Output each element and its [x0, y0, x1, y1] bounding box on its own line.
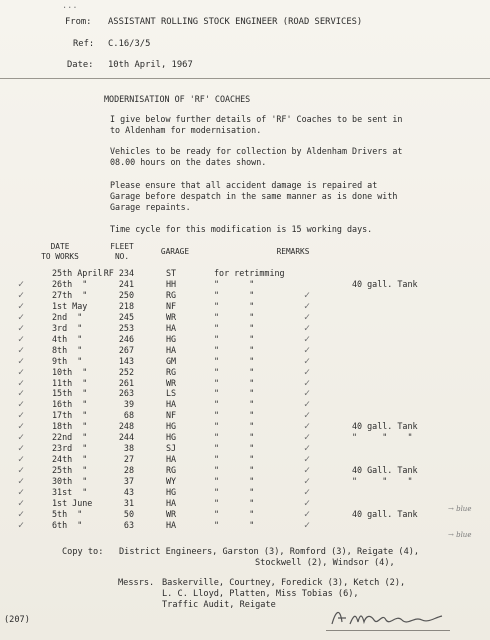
row-date: 15th " — [52, 388, 88, 399]
check-mark-icon: ✓ — [18, 421, 25, 433]
copy-to-line-2: Stockwell (2), Windsor (4), — [255, 558, 395, 568]
header-garage: GARAGE — [160, 247, 190, 256]
row-fleet-no: 241 — [118, 278, 134, 289]
row-remarks: " " — [214, 508, 255, 519]
row-remarks: " " — [214, 355, 255, 366]
row-fleet-no: 253 — [118, 322, 134, 333]
row-fleet-no: 39 — [123, 399, 134, 410]
row-fleet-no: 31 — [123, 497, 134, 508]
row-garage: WY — [166, 476, 177, 487]
row-fleet-no: 28 — [123, 465, 134, 476]
row-date: 4th " — [52, 333, 83, 344]
check-mark-icon: ✓ — [304, 388, 311, 400]
row-date: 10th " — [52, 366, 88, 377]
from-label: From: — [65, 17, 92, 27]
paragraph-collection: Vehicles to be ready for collection by Aldenham Drivers at 08.00 hours on the dates shown. — [110, 146, 403, 167]
subject-line: MODERNISATION OF 'RF' COACHES — [104, 94, 251, 104]
check-mark-icon: ✓ — [304, 300, 311, 312]
check-mark-icon: ✓ — [18, 454, 25, 466]
row-date: 31st " — [52, 487, 88, 497]
check-mark-icon: ✓ — [18, 289, 25, 301]
row-date: 1st May — [52, 300, 88, 311]
row-fleet-no: 143 — [118, 355, 134, 366]
row-extra-note: 40 Gall. Tank — [352, 465, 418, 476]
check-mark-icon: ✓ — [304, 508, 311, 520]
check-mark-icon: ✓ — [304, 465, 311, 477]
check-mark-icon: ✓ — [304, 344, 311, 356]
row-remarks: " " — [214, 497, 255, 508]
row-remarks: " " — [214, 289, 255, 300]
row-extra-note: " " " — [352, 432, 413, 443]
row-fleet-no: 63 — [123, 519, 134, 530]
messrs-line-1: Baskerville, Courtney, Foredick (3), Ketch (2), — [162, 578, 406, 588]
row-remarks: " " — [214, 465, 255, 476]
row-remarks: " " — [214, 300, 255, 311]
check-mark-icon: ✓ — [18, 333, 25, 345]
check-mark-icon: ✓ — [304, 454, 311, 466]
row-date: 22nd " — [52, 432, 88, 443]
check-mark-icon: ✓ — [18, 519, 25, 531]
row-fleet-no: 68 — [123, 410, 134, 421]
row-date: 8th " — [52, 344, 83, 355]
table-row — [0, 520, 490, 533]
row-garage: HA — [166, 519, 177, 530]
row-remarks: for retrimming — [214, 268, 285, 278]
check-mark-icon: ✓ — [18, 465, 25, 477]
row-date: 6th " — [52, 519, 83, 530]
check-mark-icon: ✓ — [18, 388, 25, 400]
row-date: 5th " — [52, 508, 83, 519]
top-fragment: ... — [62, 1, 78, 11]
row-garage: HG — [166, 333, 177, 344]
row-fleet-no: 252 — [118, 366, 134, 377]
footer-reference: (207) — [4, 615, 30, 625]
header-remarks: REMARKS — [276, 247, 310, 256]
row-remarks: " " — [214, 476, 255, 487]
row-garage: HA — [166, 399, 177, 410]
paragraph-damage: Please ensure that all accident damage is repaired at Garage before despatch in the same manner as is done with Garage repaints. — [110, 180, 398, 212]
row-fleet-no: 248 — [118, 421, 134, 432]
row-date: 11th " — [52, 377, 88, 388]
margin-note-blue: → blue — [448, 505, 472, 513]
row-fleet-no: 38 — [123, 443, 134, 454]
row-date: 17th " — [52, 410, 88, 421]
row-garage: HG — [166, 421, 177, 432]
check-mark-icon: ✓ — [304, 410, 311, 422]
check-mark-icon: ✓ — [304, 432, 311, 444]
row-remarks: " " — [214, 311, 255, 322]
copy-to-label: Copy to: — [62, 547, 104, 557]
row-remarks: " " — [214, 519, 255, 530]
paragraph-time-cycle: Time cycle for this modification is 15 working days. — [110, 224, 373, 234]
check-mark-icon: ✓ — [304, 322, 311, 334]
row-remarks: " " — [214, 421, 255, 432]
header-date: DATE TO WORKS — [41, 242, 79, 261]
row-garage: SJ — [166, 443, 177, 454]
row-fleet-no: 50 — [123, 508, 134, 519]
row-date: 18th " — [52, 421, 88, 432]
row-garage: HA — [166, 497, 177, 508]
date-value: 10th April, 1967 — [108, 60, 193, 70]
row-remarks: " " — [214, 333, 255, 344]
check-mark-icon: ✓ — [304, 519, 311, 531]
check-mark-icon: ✓ — [18, 278, 25, 290]
check-mark-icon: ✓ — [18, 399, 25, 411]
check-mark-icon: ✓ — [18, 487, 25, 498]
handwritten-signature — [326, 604, 450, 631]
row-garage: LS — [166, 388, 177, 399]
row-date: 24th " — [52, 454, 88, 465]
row-date: 25th " — [52, 465, 88, 476]
row-fleet-no: 250 — [118, 289, 134, 300]
check-mark-icon: ✓ — [304, 399, 311, 411]
row-garage: WR — [166, 508, 177, 519]
check-mark-icon: ✓ — [18, 443, 25, 455]
copy-to-line-1: District Engineers, Garston (3), Romford (3), Reigate (4), — [119, 547, 420, 557]
row-garage: RG — [166, 289, 177, 300]
row-fleet-no: 267 — [118, 344, 134, 355]
row-remarks: " " — [214, 344, 255, 355]
ref-label: Ref: — [73, 39, 95, 49]
row-remarks: " " — [214, 443, 255, 454]
check-mark-icon: ✓ — [304, 311, 311, 323]
check-mark-icon: ✓ — [18, 377, 25, 389]
row-garage: GM — [166, 355, 177, 366]
row-garage: HG — [166, 487, 177, 497]
check-mark-icon: ✓ — [304, 366, 311, 378]
row-garage: NF — [166, 300, 177, 311]
row-fleet-no: 43 — [123, 487, 134, 497]
margin-note-blue: → blue — [448, 531, 472, 539]
header-fleet: FLEET NO. — [110, 242, 134, 261]
from-value: ASSISTANT ROLLING STOCK ENGINEER (ROAD SERVICES) — [108, 17, 363, 27]
row-fleet-no: 246 — [118, 333, 134, 344]
row-fleet-no: 245 — [118, 311, 134, 322]
row-fleet-no: 263 — [118, 388, 134, 399]
row-fleet-no: 244 — [118, 432, 134, 443]
row-extra-note: " " " — [352, 476, 413, 487]
row-garage: ST — [166, 268, 177, 278]
row-garage: RG — [166, 366, 177, 377]
ref-value: C.16/3/5 — [108, 39, 151, 49]
row-garage: HA — [166, 322, 177, 333]
row-date: 27th " — [52, 289, 88, 300]
check-mark-icon: ✓ — [18, 322, 25, 334]
messrs-line-2: L. C. Lloyd, Platten, Miss Tobias (6), — [162, 589, 359, 599]
row-garage: HG — [166, 432, 177, 443]
row-fleet-no: 37 — [123, 476, 134, 487]
check-mark-icon: ✓ — [304, 443, 311, 455]
header-divider — [0, 78, 490, 79]
row-remarks: " " — [214, 388, 255, 399]
row-fleet-no: 218 — [118, 300, 134, 311]
row-remarks: " " — [214, 454, 255, 465]
row-garage: WR — [166, 377, 177, 388]
row-garage: WR — [166, 311, 177, 322]
check-mark-icon: ✓ — [18, 410, 25, 422]
check-mark-icon: ✓ — [304, 487, 311, 498]
messrs-line-3: Traffic Audit, Reigate — [162, 600, 276, 610]
row-remarks: " " — [214, 399, 255, 410]
paragraph-intro: I give below further details of 'RF' Coaches to be sent in to Aldenham for modernisation. — [110, 114, 403, 135]
row-date: 1st June — [52, 497, 93, 508]
row-garage: RG — [166, 465, 177, 476]
row-remarks: " " — [214, 366, 255, 377]
check-mark-icon: ✓ — [18, 476, 25, 488]
check-mark-icon: ✓ — [18, 311, 25, 323]
row-date: 16th " — [52, 399, 88, 410]
row-extra-note: 40 gall. Tank — [352, 421, 418, 432]
check-mark-icon: ✓ — [304, 421, 311, 433]
check-mark-icon: ✓ — [304, 355, 311, 367]
row-garage: NF — [166, 410, 177, 421]
check-mark-icon: ✓ — [18, 508, 25, 520]
row-remarks: " " — [214, 487, 255, 497]
row-date: 3rd " — [52, 322, 83, 333]
row-date: 26th " — [52, 278, 88, 289]
messrs-label: Messrs. — [118, 578, 155, 588]
row-remarks: " " — [214, 377, 255, 388]
row-remarks: " " — [214, 432, 255, 443]
row-remarks: " " — [214, 322, 255, 333]
row-garage: HA — [166, 344, 177, 355]
check-mark-icon: ✓ — [304, 497, 311, 509]
row-date: 25th April — [52, 268, 103, 278]
row-fleet-no: 261 — [118, 377, 134, 388]
row-remarks: " " — [214, 278, 255, 289]
check-mark-icon: ✓ — [18, 366, 25, 378]
row-garage: HH — [166, 278, 177, 289]
row-extra-note: 40 gall. Tank — [352, 278, 418, 289]
row-fleet-no: 27 — [123, 454, 134, 465]
check-mark-icon: ✓ — [304, 476, 311, 488]
row-extra-note: 40 gall. Tank — [352, 508, 418, 519]
check-mark-icon: ✓ — [304, 289, 311, 301]
row-garage: HA — [166, 454, 177, 465]
row-date: 9th " — [52, 355, 83, 366]
row-date: 23rd " — [52, 443, 88, 454]
check-mark-icon: ✓ — [18, 300, 25, 312]
row-remarks: " " — [214, 410, 255, 421]
row-date: 30th " — [52, 476, 88, 487]
check-mark-icon: ✓ — [18, 497, 25, 509]
check-mark-icon: ✓ — [18, 355, 25, 367]
check-mark-icon: ✓ — [304, 333, 311, 345]
row-date: 2nd " — [52, 311, 83, 322]
check-mark-icon: ✓ — [304, 377, 311, 389]
check-mark-icon: ✓ — [18, 432, 25, 444]
row-fleet-no: RF 234 — [103, 268, 134, 278]
date-label: Date: — [67, 60, 94, 70]
check-mark-icon: ✓ — [18, 344, 25, 356]
